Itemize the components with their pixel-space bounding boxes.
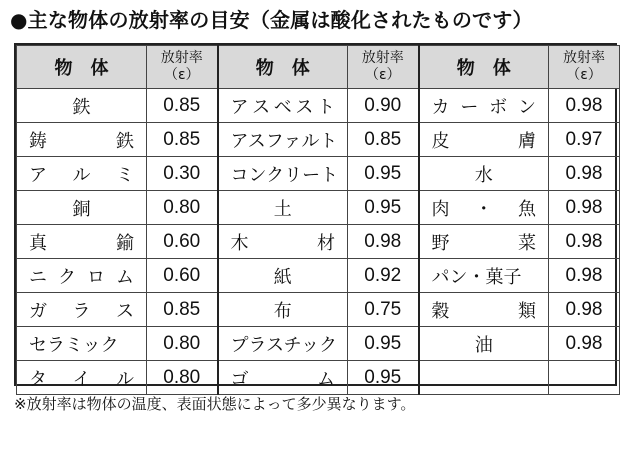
material-name: カ ー ボ ン [431, 96, 536, 118]
header-emissivity-1: 放射率 （ε） [147, 46, 218, 89]
emissivity-value: 0.98 [549, 293, 620, 327]
table-row [17, 361, 620, 395]
emissivity-value: 0.95 [348, 157, 419, 191]
emissivity-value: 0.98 [549, 225, 620, 259]
material-name: ア ス ベ ス ト [230, 96, 335, 118]
material-name-cell [419, 123, 549, 157]
material-name: 穀 類 [431, 300, 536, 322]
material-name: 銅 [72, 198, 91, 220]
material-name-cell [419, 89, 549, 123]
material-name-cell [218, 327, 348, 361]
emissivity-value: 0.98 [348, 225, 419, 259]
material-name: ガ ラ ス [29, 300, 134, 322]
emissivity-value: 0.85 [147, 123, 218, 157]
material-name-cell [218, 123, 348, 157]
header-name-3: 物 体 [419, 46, 549, 89]
header-name-1: 物 体 [17, 46, 147, 89]
material-name-cell [218, 259, 348, 293]
material-name: セラミック [29, 334, 119, 356]
emissivity-value: 0.60 [147, 259, 218, 293]
emissivity-value: 0.95 [348, 191, 419, 225]
material-name: 布 [273, 300, 292, 322]
header-emissivity-3: 放射率 （ε） [549, 46, 620, 89]
emissivity-value: 0.80 [147, 191, 218, 225]
material-name-cell [419, 259, 549, 293]
emissivity-value: 0.85 [147, 89, 218, 123]
emissivity-value: 0.80 [147, 361, 218, 395]
emissivity-value: 0.85 [348, 123, 419, 157]
material-name-cell [419, 157, 549, 191]
table-row [17, 293, 620, 327]
material-name: 紙 [273, 266, 292, 288]
emissivity-value: 0.98 [549, 259, 620, 293]
material-name: 油 [474, 334, 493, 356]
material-name: アスファルト [230, 130, 338, 152]
material-name: コンクリート [230, 164, 339, 186]
emissivity-table [14, 43, 617, 390]
header-name-2: 物 体 [218, 46, 348, 89]
emissivity-value [549, 361, 620, 395]
material-name: 土 [273, 198, 292, 220]
material-name: 真 鍮 [29, 232, 134, 254]
emissivity-value: 0.90 [348, 89, 419, 123]
material-name: 木 材 [230, 232, 335, 254]
emissivity-value: 0.98 [549, 89, 620, 123]
material-name-cell [419, 293, 549, 327]
table-row [17, 123, 620, 157]
page-title: ●主な物体の放射率の目安（金属は酸化されたものです） [10, 8, 533, 32]
material-name-cell [17, 191, 147, 225]
material-name-cell [419, 191, 549, 225]
material-name-cell [218, 293, 348, 327]
material-name-cell [17, 293, 147, 327]
material-name: ゴ ム [230, 368, 335, 390]
emissivity-value: 0.97 [549, 123, 620, 157]
table-row [17, 157, 620, 191]
material-name-cell [218, 361, 348, 395]
emissivity-value: 0.80 [147, 327, 218, 361]
table-row [17, 191, 620, 225]
material-name: 肉 ・ 魚 [431, 198, 536, 220]
table-header-row [17, 46, 620, 89]
material-name: 野 菜 [431, 232, 536, 254]
material-name-cell [218, 157, 348, 191]
emissivity-value: 0.30 [147, 157, 218, 191]
material-name-cell [17, 225, 147, 259]
emissivity-value: 0.98 [549, 191, 620, 225]
material-name: タ イ ル [29, 368, 134, 390]
table-row [17, 89, 620, 123]
table-row [17, 225, 620, 259]
material-name: ニ ク ロ ム [29, 266, 134, 288]
material-name-cell [17, 89, 147, 123]
material-name-cell [17, 361, 147, 395]
material-name: 鋳 鉄 [29, 130, 134, 152]
material-name: パン・菓子 [431, 266, 522, 288]
material-name: ア ル ミ [29, 164, 134, 186]
material-name-cell [17, 327, 147, 361]
material-name: プラスチック [230, 334, 338, 356]
emissivity-value: 0.85 [147, 293, 218, 327]
material-name: 水 [474, 164, 493, 186]
material-name-cell [218, 89, 348, 123]
emissivity-value: 0.95 [348, 327, 419, 361]
material-name-cell [419, 361, 549, 395]
emissivity-value: 0.98 [549, 327, 620, 361]
material-name: 鉄 [72, 96, 91, 118]
material-name-cell [218, 191, 348, 225]
material-name-cell [419, 225, 549, 259]
table-row [17, 327, 620, 361]
table-row [17, 259, 620, 293]
material-name: 皮 膚 [431, 130, 536, 152]
material-name-cell [218, 225, 348, 259]
footnote: ※放射率は物体の温度、表面状態によって多少異なります。 [14, 395, 416, 413]
header-emissivity-2: 放射率 （ε） [348, 46, 419, 89]
material-name-cell [17, 157, 147, 191]
emissivity-value: 0.75 [348, 293, 419, 327]
material-name-cell [17, 259, 147, 293]
emissivity-value: 0.92 [348, 259, 419, 293]
material-name-cell [17, 123, 147, 157]
material-name-cell [419, 327, 549, 361]
emissivity-value: 0.60 [147, 225, 218, 259]
emissivity-value: 0.98 [549, 157, 620, 191]
emissivity-value: 0.95 [348, 361, 419, 395]
